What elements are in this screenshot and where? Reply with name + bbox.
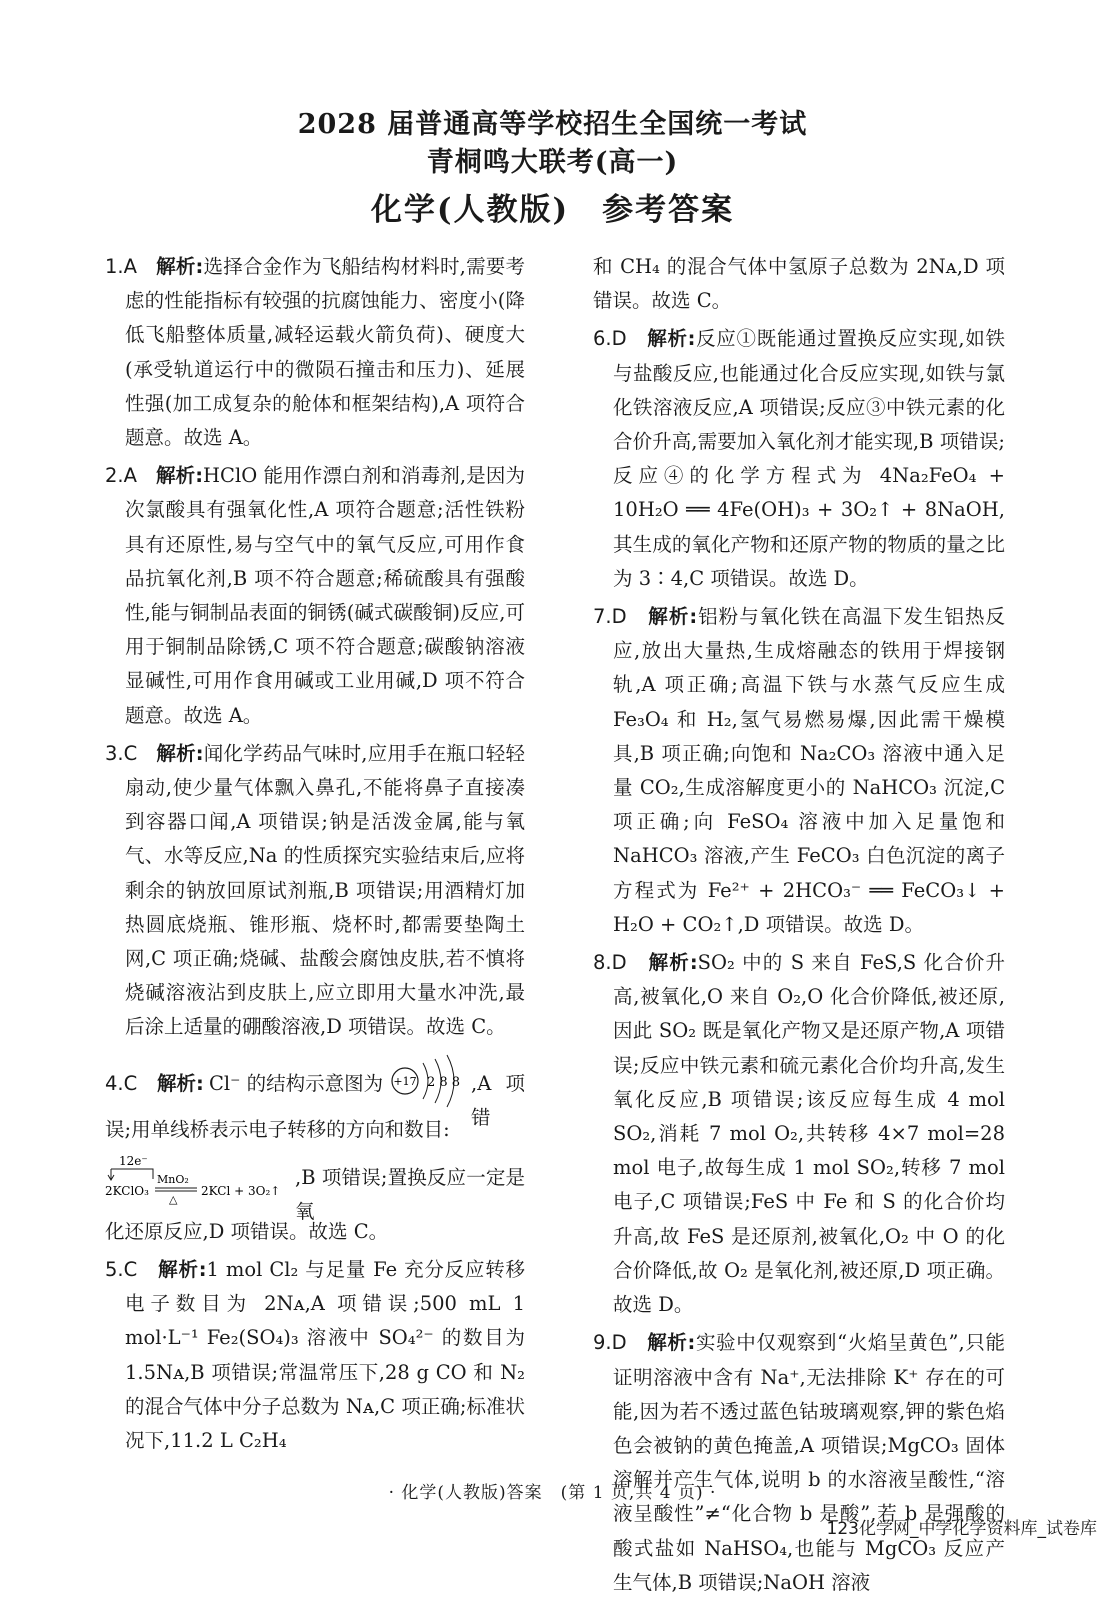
answer-item-2	[105, 459, 525, 733]
analysis-label: 解析:	[647, 1331, 696, 1355]
heating-condition: △	[169, 1192, 178, 1205]
answer-number: 3.C	[105, 741, 138, 765]
nucleus-charge: +17	[393, 1074, 417, 1088]
analysis-label: 解析:	[155, 464, 204, 488]
answer-item-9	[593, 1326, 1005, 1600]
answer-text: Cl⁻ 的结构示意图为	[209, 1071, 384, 1095]
exam-subtitle: 青桐鸣大联考(高一)	[426, 147, 679, 178]
answer-text: 实验中仅观察到“火焰呈黄色”,只能证明溶液中含有 Na⁺,无法排除 K⁺ 存在的可能,因为若不透过蓝色钴玻璃观察,钾的紫色焰色会被钠的黄色掩盖,A 项错误;MgCO₃ 固体溶解并产生气体,说明 b 的水溶液呈酸性,“溶液呈酸性”≠“化合物 b 是酸”,若 b 是强酸的酸式盐如 NaHSO₄,也能与 MgCO₃ 反应产生气体,B 项错误;NaOH 溶液	[613, 1331, 1005, 1594]
answer-item-4-line2: 误;用单线桥表示电子转移的方向和数目:	[105, 1117, 450, 1141]
right-column	[593, 250, 1005, 1604]
reactant: 2KClO₃	[105, 1183, 149, 1198]
catalyst: MnO₂	[157, 1172, 189, 1186]
analysis-label: 解析:	[158, 1258, 207, 1282]
answer-text: HClO 能用作漂白剂和消毒剂,是因为次氯酸具有强氧化性,A 项符合题意;活性铁粉具有还原性,易与空气中的氧气反应,可用作食品抗氧化剂,B 项不符合题意;稀硫酸具有强酸性,能与铜制品表面的铜锈(碱式碳酸铜)反应,可用于铜制品除锈,C 项不符合题意;碳酸钠溶液显碱性,可用作食用碱或工业用碱,D 项不符合题意。故选 A。	[125, 464, 525, 727]
page-footer: · 化学(人教版)答案 (第 1 页,共 4 页) ·	[388, 1483, 717, 1503]
answer-text: 选择合金作为飞船结构材料时,需要考虑的性能指标有较强的抗腐蚀能力、密度小(降低飞船整体质量,减轻运载火箭负荷)、硬度大(承受轨道运行中的微陨石撞击和压力)、延展性强(加工成复杂的舱体和框架结构),A 项符合题意。故选 A。	[125, 255, 525, 450]
answer-item-6	[593, 322, 1005, 596]
left-column	[105, 250, 525, 1462]
analysis-label: 解析:	[648, 951, 698, 975]
answer-text: 闻化学药品气味时,应用手在瓶口轻轻扇动,使少量气体飘入鼻孔,不能将鼻子直接凑到容器口闻,A 项错误;钠是活泼金属,能与氧气、水等反应,Na 的性质探究实验结束后,应将剩余的钠放回原试剂瓶,B 项错误;用酒精灯加热圆底烧瓶、锥形瓶、烧杯时,都需要垫陶土网,C 项正确;烧碱、盐酸会腐蚀皮肤,若不慎将烧碱溶液沾到皮肤上,应立即用大量水冲洗,最后涂上适量的硼酸溶液,D 项错误。故选 C。	[125, 741, 525, 1039]
answer-number: 7.D	[593, 605, 627, 629]
analysis-label: 解析:	[156, 741, 204, 765]
answer-text: SO₂ 中的 S 来自 FeS,S 化合价升高,被氧化,O 来自 O₂,O 化合价降低,被还原,因此 SO₂ 既是氧化产物又是还原产物,A 项错误;反应中铁元素和硫元素化合价均升高,发生氧化反应,B 项错误;该反应每生成 4 mol SO₂,消耗 7 mol O₂,共转移 4×7 mol=28 mol 电子,故每生成 1 mol SO₂,转移 7 mol 电子,C 项错误;FeS 中 Fe 和 S 的化合价均升高,故 FeS 是还原剂,被氧化,O₂ 中 O 的化合价降低,故 O₂ 是氧化剂,被还原,D 项正确。故选 D。	[613, 951, 1005, 1317]
answer-number: 5.C	[105, 1258, 138, 1282]
answer-number: 2.A	[105, 464, 137, 488]
single-bridge-equation	[105, 1153, 525, 1224]
answer-item-4-line3: 化还原反应,D 项错误。故选 C。	[105, 1219, 389, 1243]
answer-item-5-continued: 和 CH₄ 的混合气体中氢原子总数为 2Nᴀ,D 项错误。故选 C。	[593, 255, 1005, 313]
source-watermark: 123化学网_中学化学资料库_试卷库	[826, 1519, 1097, 1539]
analysis-label: 解析:	[647, 327, 696, 351]
answer-number: 6.D	[593, 327, 627, 351]
answer-item-3	[105, 737, 525, 1045]
answer-item-7	[593, 600, 1005, 942]
answer-item-8	[593, 946, 1005, 1322]
answer-text: 铝粉与氧化铁在高温下发生铝热反应,放出大量热,生成熔融态的铁用于焊接钢轨,A 项正确;高温下铁与水蒸气反应生成 Fe₃O₄ 和 H₂,氢气易燃易爆,因此需干燥模具,B 项正确;向饱和 Na₂CO₃ 溶液中通入足量 CO₂,生成溶解度更小的 NaHCO₃ 沉淀,C 项正确;向 FeSO₄ 溶液中加入足量饱和 NaHCO₃ 溶液,产生 FeCO₃ 白色沉淀的离子方程式为 Fe²⁺ + 2HCO₃⁻ ══ FeCO₃↓ + H₂O + CO₂↑,D 项错误。故选 D。	[613, 605, 1005, 936]
answer-number: 4.C	[105, 1071, 138, 1095]
electron-shells: 2 8 8	[427, 1074, 461, 1090]
answer-item-1	[105, 250, 525, 455]
answer-text: 反应①既能通过置换反应实现,如铁与盐酸反应,也能通过化合反应实现,如铁与氯化铁溶液反应,A 项错误;反应③中铁元素的化合价升高,需要加入氧化剂才能实现,B 项错误;反应④的化学方程式为 4Na₂FeO₄ + 10H₂O ══ 4Fe(OH)₃ + 3O₂↑ + 8NaOH,其生成的氧化产物和还原产物的物质的量之比为 3∶4,C 项错误。故选 D。	[613, 327, 1005, 590]
answer-text: 1 mol Cl₂ 与足量 Fe 充分反应转移电子数目为 2Nᴀ,A 项错误;500 mL 1 mol·L⁻¹ Fe₂(SO₄)₃ 溶液中 SO₄²⁻ 的数目为 1.5Nᴀ,B 项错误;常温常压下,28 g CO 和 N₂ 的混合气体中分子总数为 Nᴀ,C 项正确;标准状况下,11.2 L C₂H₄	[125, 1258, 525, 1453]
answer-number: 9.D	[593, 1331, 627, 1355]
answer-item-5	[105, 1253, 525, 1458]
answer-text: ,A 项错	[471, 1071, 525, 1129]
analysis-label: 解析:	[157, 1071, 204, 1095]
answer-text: ,B 项错误;置换反应一定是氧	[295, 1165, 525, 1224]
exam-title: 2028 届普通高等学校招生全国统一考试	[297, 109, 808, 140]
answer-number: 1.A	[105, 255, 137, 278]
answer-number: 8.D	[593, 951, 627, 975]
answer-key-title: 化学(人教版) 参考答案	[370, 192, 735, 228]
products: 2KCl + 3O₂↑	[201, 1183, 281, 1198]
electron-count-label: 12e⁻	[119, 1153, 148, 1168]
analysis-label: 解析:	[156, 255, 204, 278]
analysis-label: 解析:	[648, 605, 698, 629]
chloride-ion-structure-diagram	[389, 1053, 469, 1109]
